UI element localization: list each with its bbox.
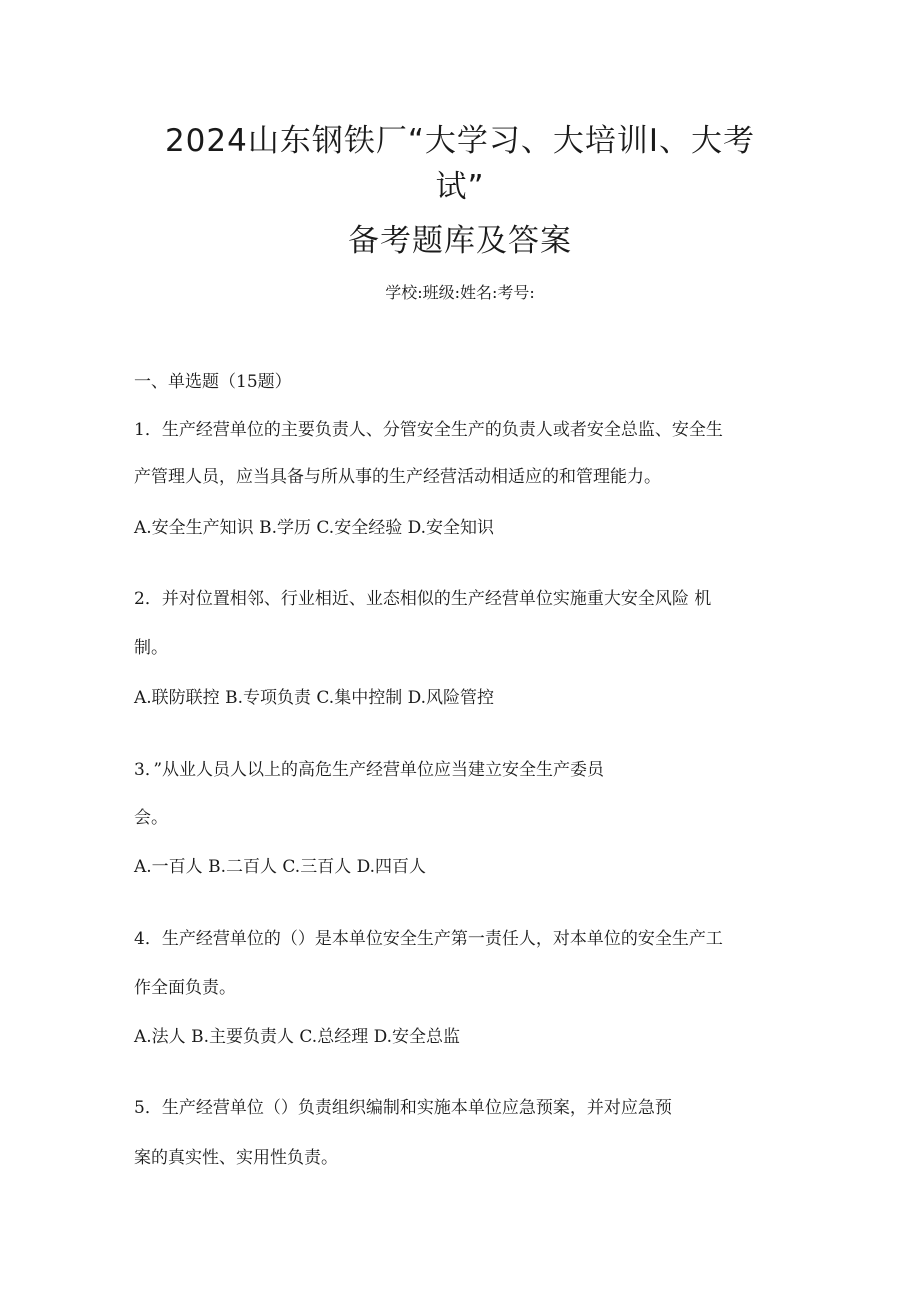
question-text: 4．生产经营单位的（）是本单位安全生产第一责任人，对本单位的安全生产工 <box>134 929 723 949</box>
question-options: A.一百人 B.二百人 C.三百人 D.四百人 <box>134 857 427 877</box>
question-text: 产管理人员，应当具备与所从事的生产经营活动相适应的和管理能力。 <box>134 467 661 487</box>
question-options: A.联防联控 B.专项负责 C.集中控制 D.风险管控 <box>134 688 495 708</box>
document-title-line-2: 试” <box>435 169 485 205</box>
question-options: A.安全生产知识 B.学历 C.安全经验 D.安全知识 <box>134 518 495 538</box>
question-text: 会。 <box>134 808 168 828</box>
question-text: 制。 <box>134 638 168 658</box>
section-heading: 一、单选题（15题） <box>134 372 292 392</box>
document-title-line-1: 2024山东钢铁厂“大学习、大培训I、大考 <box>164 123 756 159</box>
document-subtitle: 备考题库及答案 <box>348 223 572 259</box>
question-text: 作全面负责。 <box>134 978 236 998</box>
question-text: 1．生产经营单位的主要负责人、分管安全生产的负责人或者安全总监、安全生 <box>134 420 723 440</box>
student-info-fields: 学校:班级:姓名:考号: <box>385 283 535 302</box>
question-options: A.法人 B.主要负责人 C.总经理 D.安全总监 <box>134 1027 461 1047</box>
question-text: 3．”从业人员人以上的高危生产经营单位应当建立安全生产委员 <box>134 760 605 780</box>
question-text: 5．生产经营单位（）负责组织编制和实施本单位应急预案，并对应急预 <box>134 1098 672 1118</box>
question-text: 案的真实性、实用性负责。 <box>134 1148 338 1168</box>
question-text: 2．并对位置相邻、行业相近、业态相似的生产经营单位实施重大安全风险 机 <box>134 589 712 609</box>
